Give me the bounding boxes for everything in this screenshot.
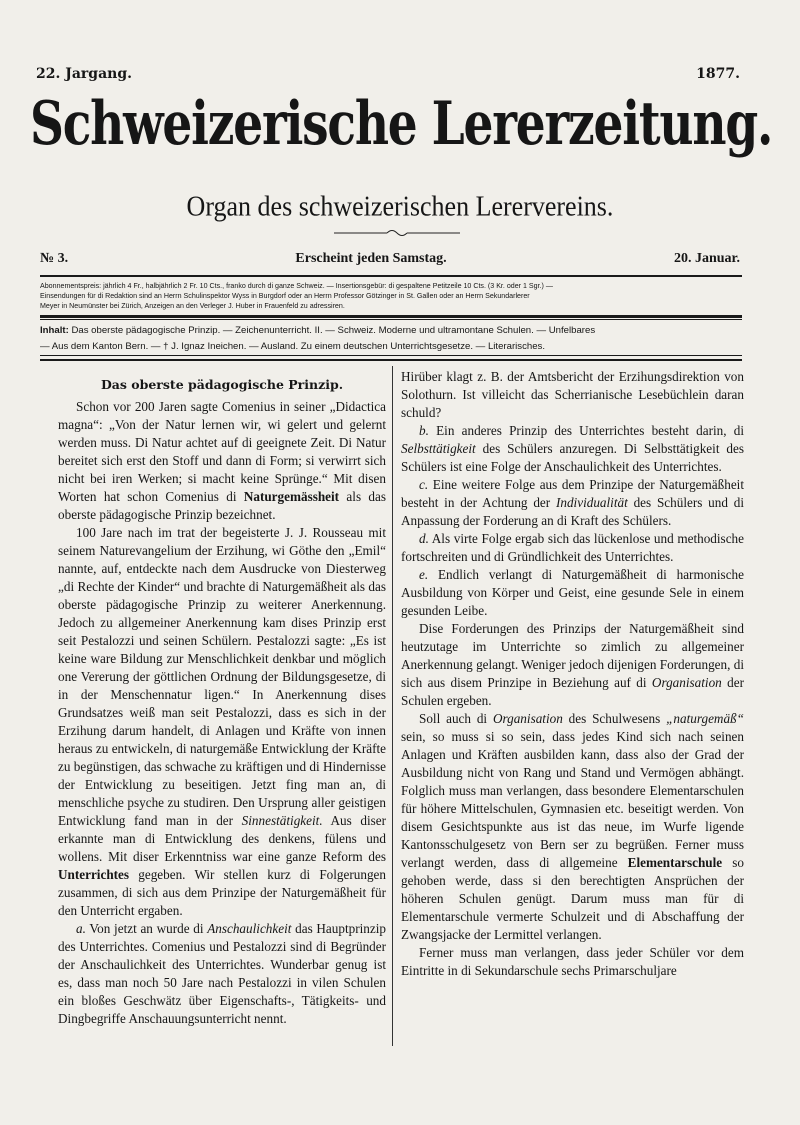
- contents-line: — Aus dem Kanton Bern. — † J. Ignaz Ineichen. — Ausland. Zu einem deutschen Unterrichtsgesetze. — Literarisches.: [40, 341, 545, 352]
- masthead-title: Schweizerische Lererzeitung.: [30, 88, 773, 160]
- paragraph: Ferner muss man verlangen, dass jeder Schüler vor dem Eintritte in di Sekundarschule sechs Primarschuljare: [401, 945, 744, 978]
- rule-divider: [40, 319, 742, 320]
- paragraph: Dise Forderungen des Prinzips der Naturgemäßheit sind heutzutage im Unterrichte so zimlich zu allgemeiner Anerkennung gelangt. Weniger jedoch dijenigen Forderungen, di sich aus disem Prinzipe in Beziehung auf di Organisation der Schulen ergeben.: [401, 621, 744, 708]
- article-heading: Das oberste pädagogische Prinzip.: [100, 377, 344, 392]
- volume-label: 22. Jargang.: [36, 66, 133, 82]
- contents-label: Inhalt:: [40, 325, 69, 336]
- paragraph: 100 Jare nach im trat der begeisterte J. J. Rousseau mit seinem Naturevangelium der Erzihung, wi Göthe den „Emil“ nannte, auf, entdeckte nach dem Ausdrucke von Diesterweg „di Rechte der Kinder“ und brachte di Naturgemäßheit als das oberste pädagogische Prinzip zu weiterer Anerkennung. Jedoch zu allgemeiner Anerkennung kam dises Prinzip erst seit Pestalozzi und seinen Schülern. Pestalozzi sagte: „Es ist keine ware Bildung zur Menschlichkeit denkbar und möglich one Vererung der göttlichen Ordnung der Bildungsgesetze, di in der Menschennatur ligen.“ In Anerkennung dises Grundsatzes weiß man seit Pestalozzi, dass es sich in der Erzihung darum handelt, di Anlagen und Kräfte von innen heraus zu entwickeln, di naturgemäße Entwicklung der Kräfte zu begünstigen, das schwache zu kräftigen und di Hindernisse der Entwicklung zu beseitigen. Jetzt fing man an, di menschliche psyche zu studiren. Den Ursprung aller geistigen Entwicklung fand man in der Sinnestätigkeit. Aus diser erkannte man di Entwicklung des denkens, fülens und wollens. Mit diser Erkenntniss war eine ganze Reform des Unterrichtes gegeben. Wir stellen kurz di Folgerungen zusammen, di sich aus dem Prinzipe der Naturgemäßheit für den Unterricht ergaben.: [58, 525, 386, 918]
- paragraph: Hirüber klagt z. B. der Amtsbericht der Erzihungsdirektion von Solothurn. Ist villeicht das Scherrianische Lesebüchlein daran schuld?: [401, 369, 744, 420]
- subscription-line: Meyer in Neumünster bei Zürich, Anzeigen an den Verleger J. Huber in Frauenfeld zu adressiren.: [40, 302, 345, 310]
- contents-line: [40, 323, 742, 339]
- year-label: 1877.: [696, 66, 740, 82]
- issue-line: [40, 251, 740, 267]
- article-column-left: [58, 368, 386, 1028]
- rule-divider: [40, 355, 742, 356]
- issue-date: 20. Januar.: [673, 251, 740, 266]
- rule-divider: [40, 359, 742, 361]
- issue-number: № 3.: [40, 251, 69, 266]
- article-column-right: [401, 368, 744, 980]
- column-divider: [392, 366, 393, 1046]
- contents-text: Das oberste pädagogische Prinzip. — Zeichenunterricht. II. — Schweiz. Moderne und ultramontane Schulen. — Unfelbares: [71, 325, 596, 336]
- paragraph: c. Eine weitere Folge aus dem Prinzipe der Naturgemäßheit besteht in der Achtung der Individualität des Schülers und di Anpassung der Forderung an di Kraft des Schülers.: [401, 477, 744, 528]
- paragraph: a. Von jetzt an wurde di Anschaulichkeit das Hauptprinzip des Unterrichtes. Comenius und Pestalozzi sind di Begründer der Anschaulichkeit des Unterrichtes. Wunderbar genug ist es, dass man noch 50 Jare nach Pestalozzi in vilen Schulen ein bloßes Geschwätz über Eigenschafts-, Tätigkeits- und Dingbegriffe Anschauungsunterricht nennt.: [58, 921, 386, 1026]
- subscription-info: [40, 281, 742, 311]
- publication-note: Erscheint jeden Samstag.: [295, 251, 447, 266]
- paragraph: Soll auch di Organisation des Schulwesens „naturgemäß“ sein, so muss si so sein, dass jedes Kind sich nach seinen Anlagen und Kräften ausbilden kann, dass also der Grad der Ausbildung nicht von Rang und Stand und Vermögen abhängt. Folglich muss man verlangen, dass besondere Elementarschulen für höhere Mittelschulen, Gymnasien etc. beseitigt werden. Von disem Gesichtspunkte aus ist das neue, im Wurfe ligende Kantonsschulgesetz von Bern ser zu begrüßen. Ferner muss verlangt werden, dass di allgemeine Elementarschule so gehoben werde, dass si den berechtigten Ansprüchen der höheren Schulen genügt. Darum muss man für di Elementarschule vermerte Schulzeit und di Abschaffung der Zwangsjacke der Lermittel verlangen.: [401, 711, 744, 942]
- subscription-line: Einsendungen für di Redaktion sind an Herrn Schulinspektor Wyss in Burgdorf oder an Herrn Professor Götzinger in St. Gallen oder an Herrn Sekundarlerer: [40, 292, 530, 300]
- paragraph: b. Ein anderes Prinzip des Unterrichtes besteht darin, di Selbsttätigkeit des Schülers anzuregen. Di Selbsttätigkeit des Schülers ist eine Folge der Anschaulichkeit des Unterrichtes.: [401, 423, 744, 474]
- table-of-contents: [40, 323, 742, 355]
- subscription-line: Abonnementspreis: jährlich 4 Fr., halbjährlich 2 Fr. 10 Cts., franko durch di ganze Schweiz. — Insertionsgebür: di gespaltene Petitzeile 10 Cts. (3 Kr. oder 1 Sgr.) —: [40, 282, 553, 290]
- rule-divider: [40, 315, 742, 318]
- paragraph: e. Endlich verlangt di Naturgemäßheit di harmonische Ausbildung von Körper und Geist, eine gesunde Sele in einem gesunden Leibe.: [401, 567, 744, 618]
- ornament-divider-icon: [332, 228, 462, 238]
- paragraph: d. Als virte Folge ergab sich das lückenlose und methodische fortschreiten und di Gründlichkeit des Unterrichtes.: [401, 531, 744, 564]
- header-topline: [36, 66, 740, 82]
- masthead-subtitle: Organ des schweizerischen Lerervereins.: [186, 190, 614, 222]
- paragraph: Schon vor 200 Jaren sagte Comenius in seiner „Didactica magna“: „Von der Natur lernen wir, wi gelert und gelernt werden muss. Di Natur achtet auf di geeignete Zeit. Di Natur bereitet sich erst den Stoff und dann di Form; si verwirrt sich nicht bei iren Werken; si macht keine Sprünge.“ Mit disen Worten hat schon Comenius di Naturgemässheit als das oberste pädagogische Prinzip bezeichnet.: [58, 399, 386, 522]
- rule-divider: [40, 275, 742, 277]
